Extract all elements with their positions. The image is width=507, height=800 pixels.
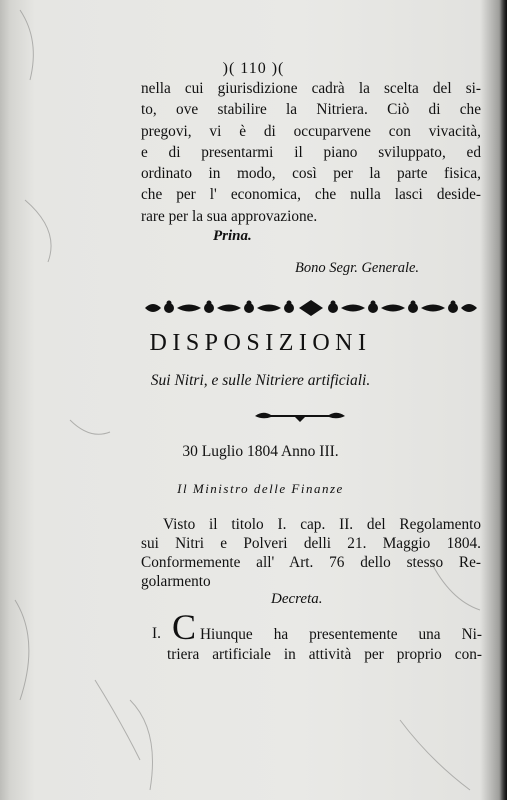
text-line: ordinato in modo, così per la parte fisica,	[141, 165, 481, 183]
drop-cap-initial: C	[172, 607, 197, 647]
text-line: che per l' economica, che nulla lasci deside-	[141, 186, 481, 204]
text-line: nella cui giurisdizione cadrà la scelta del si-	[141, 80, 481, 97]
page-edge-shadow	[499, 0, 507, 800]
decree-date: 30 Luglio 1804 Anno III.	[182, 443, 339, 460]
decreta-heading: Decreta.	[271, 591, 323, 607]
section-subtitle: Sui Nitri, e sulle Nitriere artificiali.	[150, 372, 371, 389]
minister-heading: Il Ministro delle Finanze	[177, 481, 344, 496]
article-number: I.	[152, 625, 161, 642]
text-line: e di presentarmi il piano sviluppato, ed	[141, 143, 481, 161]
text-line: triera artificiale in attività per proprio con-	[167, 646, 482, 663]
text-line: sui Nitri e Polveri delli 21. Maggio 1804.	[141, 535, 481, 552]
page-number-header: )( 110 )(	[222, 60, 285, 77]
text-line: rare per la sua approvazione.	[141, 207, 318, 225]
intro-paragraph	[141, 78, 481, 227]
signature-name: Prina.	[213, 228, 252, 244]
signature-secretary: Bono Segr. Generale.	[295, 260, 420, 276]
decorative-rule	[253, 406, 347, 424]
text-line: Hiunque ha presentemente una Ni-	[200, 626, 482, 643]
text-line: pregovi, vi è di occuparvene con vivacità,	[141, 122, 481, 140]
floral-ornament-divider	[143, 298, 479, 318]
text-line: Conformemente all' Art. 76 dello stesso Re-	[141, 554, 481, 571]
text-line: to, ove stabilire la Nitriera. Ciò di che	[141, 101, 481, 119]
text-line: golarmento	[141, 573, 211, 590]
text-line: Visto il titolo I. cap. II. del Regolamento	[163, 516, 481, 533]
preamble-paragraph	[141, 515, 481, 591]
section-title: DISPOSIZIONI	[149, 330, 372, 356]
